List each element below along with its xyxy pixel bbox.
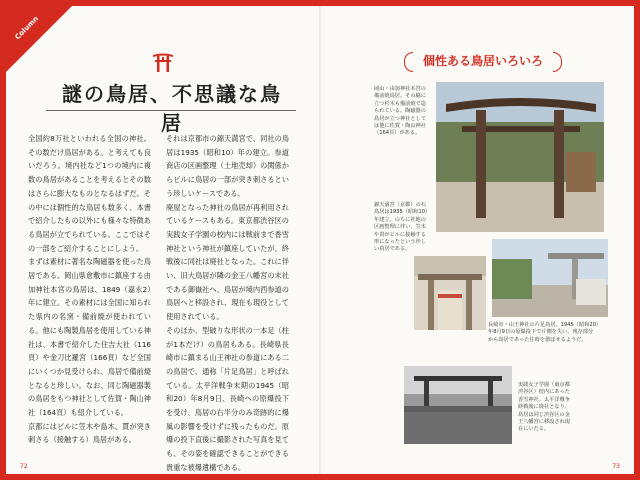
book-spread bbox=[6, 6, 634, 474]
photo-shibuya-shrine bbox=[404, 366, 512, 444]
body-column-right bbox=[166, 132, 289, 475]
paragraph: 京都にはビルに笠木や島木、貫が突き刺さる（接触する）鳥居がある。 bbox=[28, 421, 151, 445]
caption-nagasaki: 長崎市・山王神社の片足鳥居。1945（昭和20） 年8月9日の原爆投下で片側を失い、残存部分 から鳥居であった往時を偲ばせるようだ。 bbox=[488, 322, 602, 343]
paragraph: それは京都市の錦天満宮で、同社の鳥居は1935（昭和10）年の建立。参道商店の区画整理（土地売却）の関係からビルに鳥居の一部が突き刺さるという珍しいケースである。 bbox=[166, 134, 289, 198]
caption-kyoto: 錦天満宮（京都）の石 鳥居は1935（昭和10） 年建立。のちに社地の 区画整理に伴い、笠木 や貫がビルに接触する 形になったという珍し い鳥居である。 bbox=[374, 202, 431, 253]
paragraph: そのほか、型破りな形状の一本足（柱が1本だけ）の鳥居もある。長崎県長崎市に鎮まる山王神社の参道にある二の鳥居で、通称「片足鳥居」と呼ばれている。太平洋戦争末期の1945（昭和20）年8月9日、長崎への原爆投下を受け、鳥居の右半分のみ奇跡的に爆風の影響を受けずに残ったものだ。原爆の投下直後に撮影された写真を見ても、その姿を確認できることができる貴重な被爆遺構である。 bbox=[166, 325, 289, 472]
page-title: 謎の鳥居、不思議な鳥居 bbox=[62, 82, 282, 135]
paragraph: まずは素材に著名な陶磁器を使った鳥居である。岡山県倉敷市に鎮座する由加神社本宮の鳥居は、1849（嘉永2）年に建立。その素材には全国に知られた県内の名窯・備前焼が使われている。他にも陶製鳥居を使用している神社は、本書で紹介した住吉大社（116頁）や金刀比羅宮（166頁）など全国にいくつか見受けられ、鳥居で備前焼となると珍しい。なお、同じ陶磁器製の鳥居をもつ神社として佐賀・陶山神社（164頁）も紹介している。 bbox=[28, 257, 151, 418]
photo-okayama-torii bbox=[436, 82, 604, 232]
caption-shibuya: 実践女子学園（東京都 渋谷区）校内にあった 香雪神社。太平洋戦争 終戦後に廃社となり、 鳥居は同じ渋谷区の金 王八幡宮に移設され現 在にいたる。 bbox=[518, 382, 570, 433]
page-number-left: 72 bbox=[20, 463, 28, 470]
column-label: Column bbox=[13, 14, 41, 42]
body-column-left bbox=[28, 132, 151, 447]
section-heading: 個性ある鳥居いろいろ bbox=[404, 50, 562, 72]
title-divider bbox=[46, 110, 296, 111]
torii-icon bbox=[152, 52, 174, 72]
page-number-right: 73 bbox=[612, 463, 620, 470]
book-gutter bbox=[319, 6, 322, 474]
paragraph: 全国約8万社といわれる全国の神社。その数だけ鳥居がある。と考えても良いだろう。境内社など1つの境内に複数の鳥居があることを考えるとその数はさらに膨大なものとなるはずだ。その中には個性的な鳥居も数多く、本書で紹介したもの以外にも様々な特徴ある鳥居が立てられている。ここではその一部をご紹介することにしよう。 bbox=[28, 134, 151, 253]
photo-kyoto-torii bbox=[414, 256, 486, 330]
paragraph: 廃屋となった神社の鳥居が再利用されているケースもある。東京都渋谷区の実践女子学園の校内には戦前まで香雪神社という神社が鎮座していたが、終戦後に同社は廃社となった。これに伴い、旧大鳥居が隣の金王八幡宮の末社である御嶽社へ、鳥居が境内西参道の鳥居へと移設され、現在も現役として使用されている。 bbox=[166, 202, 289, 322]
caption-okayama: 岡山・由加神社本宮の 備前焼鳥居。その脇に 立つ杉木も備前焼で造 られている。陶磁器の 鳥居が立つ神社として は他に佐賀・陶山神社 （164頁）がある。 bbox=[374, 86, 426, 137]
photo-nagasaki-torii bbox=[492, 239, 608, 317]
